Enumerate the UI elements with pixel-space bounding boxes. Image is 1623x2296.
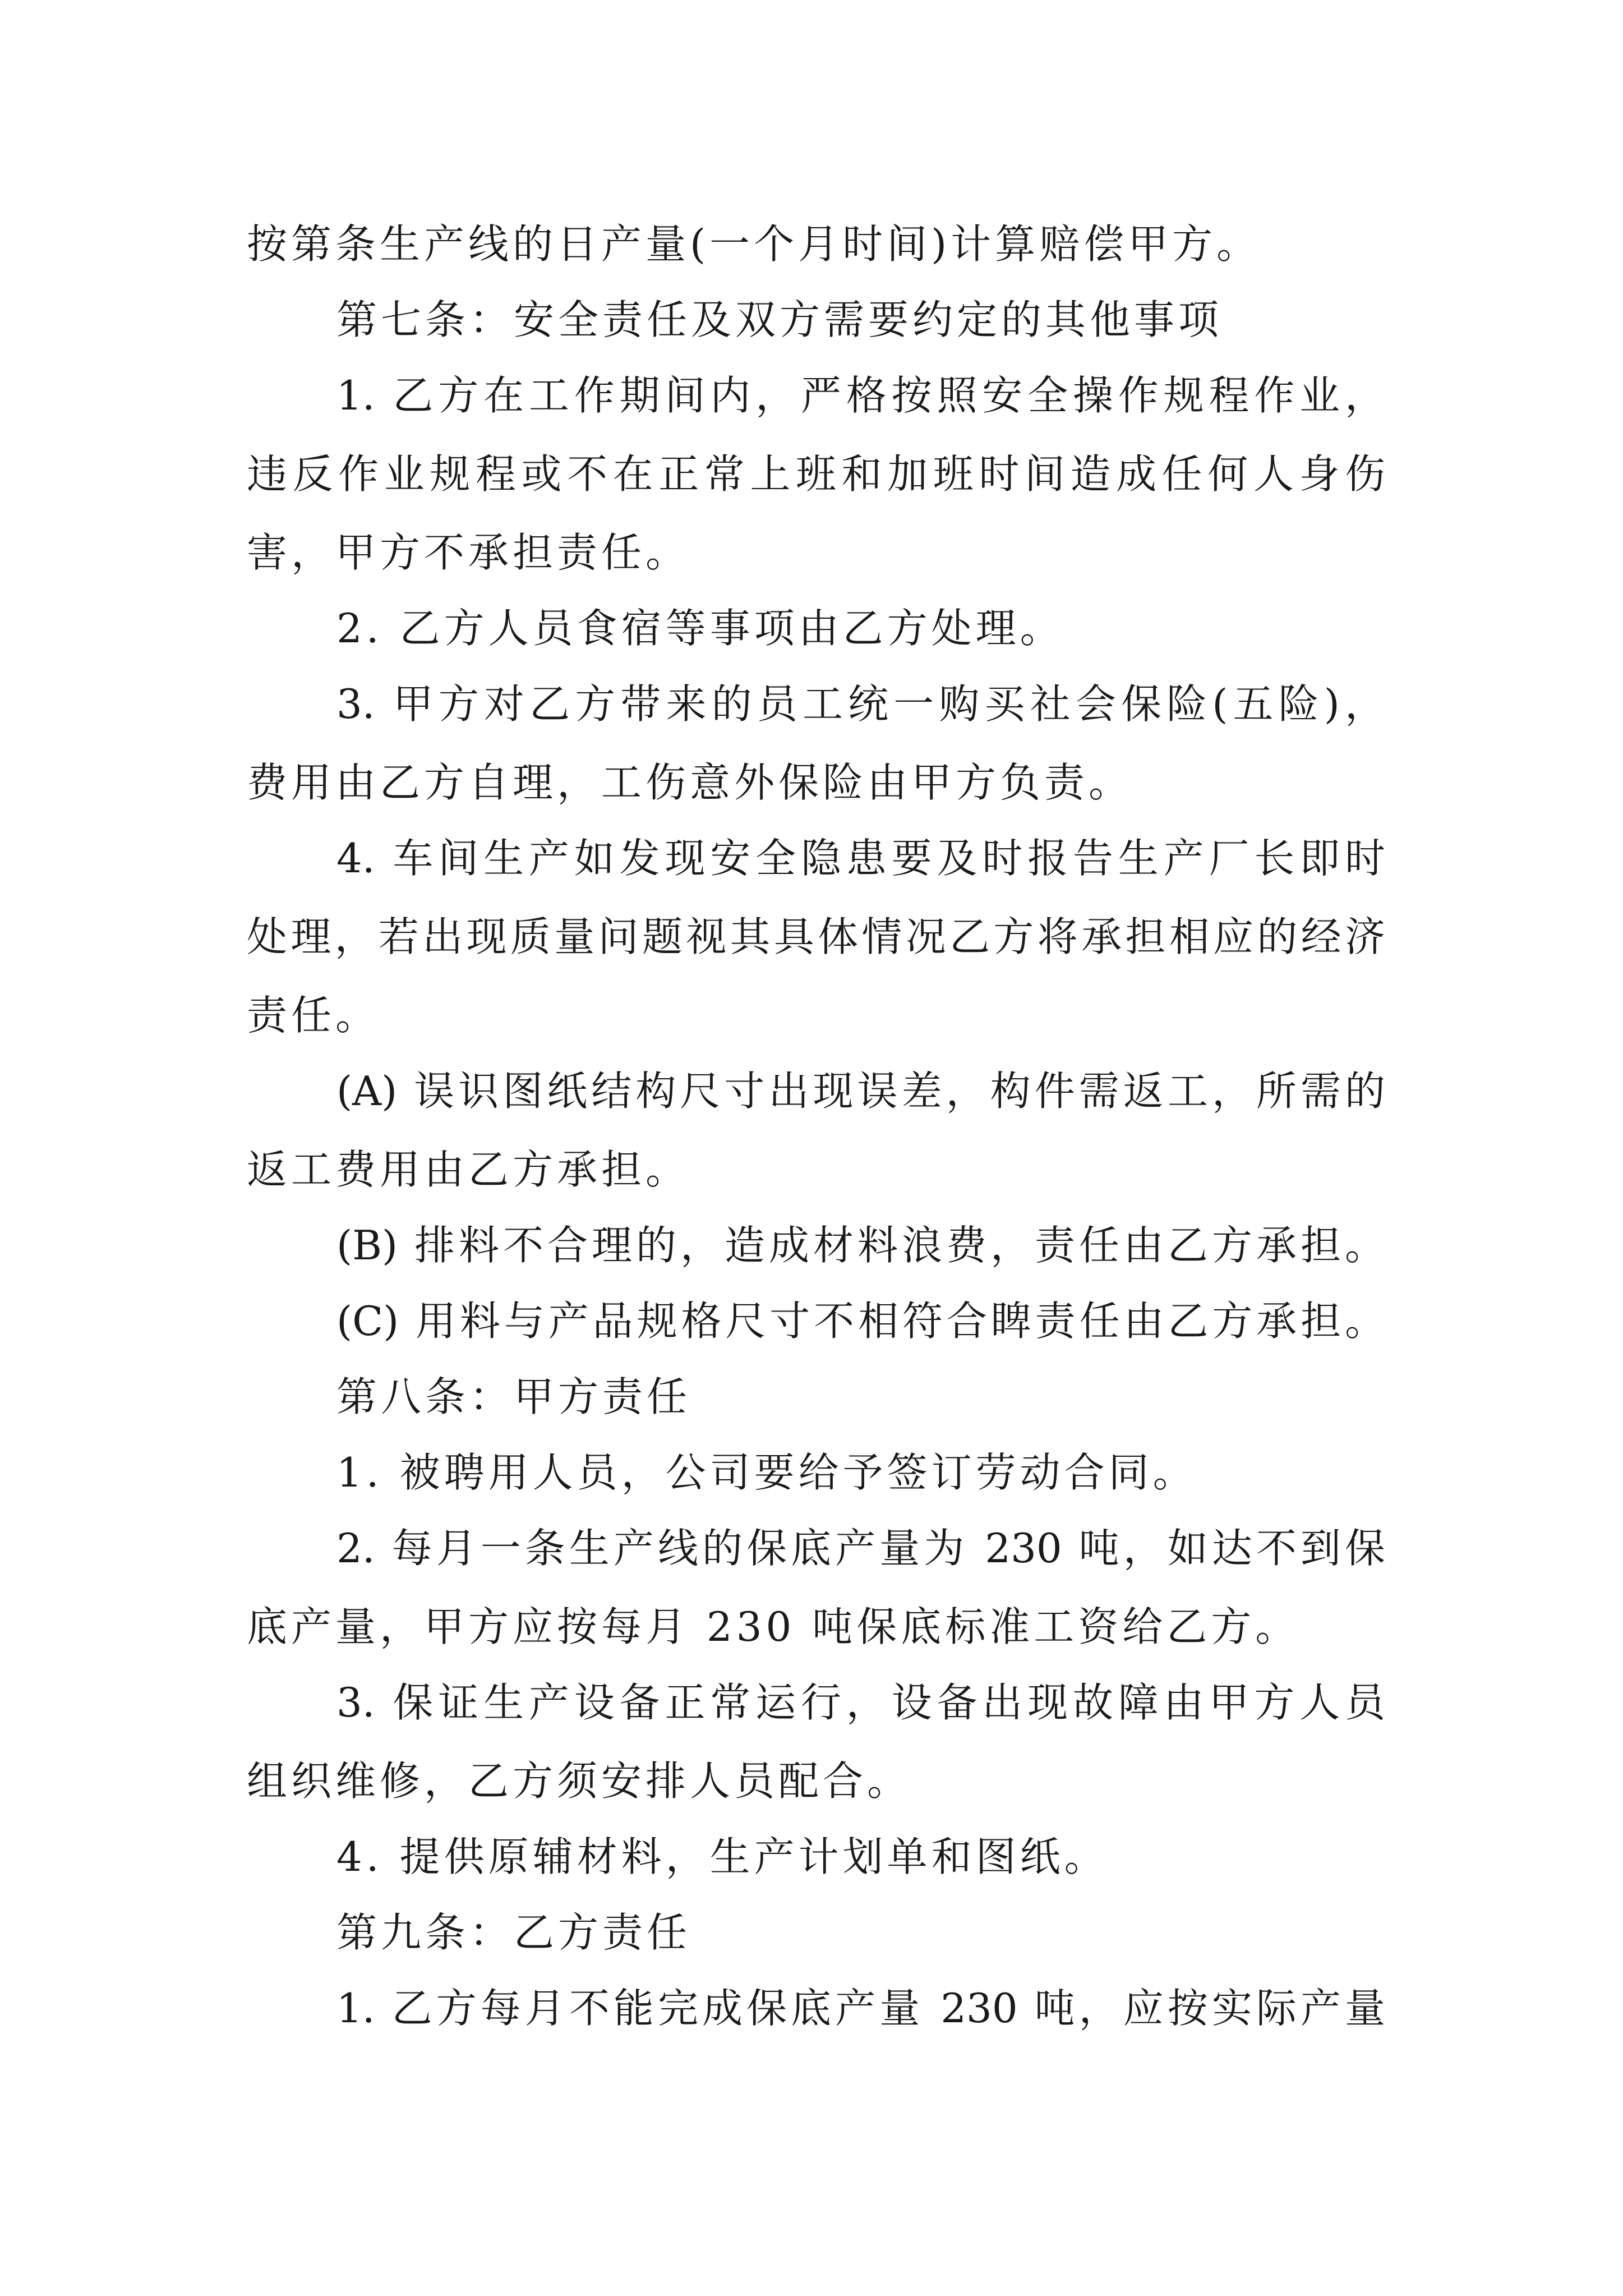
paragraph-line: 4. 车间生产如发现安全隐患要及时报告生产厂长即时 [336,835,1385,882]
paragraph-line: 3. 甲方对乙方带来的员工统一购买社会保险(五险)， [336,680,1385,728]
section-heading: 第七条：安全责任及双方需要约定的其他事项 [336,296,1223,343]
paragraph-line: 底产量，甲方应按每月 230 吨保底标准工资给乙方。 [247,1603,1300,1650]
paragraph-line: 害，甲方不承担责任。 [247,529,690,576]
paragraph-line: (A) 误识图纸结构尺寸出现误差，构件需返工，所需的 [336,1068,1385,1115]
paragraph-line: 责任。 [247,992,380,1039]
section-heading: 第八条：甲方责任 [336,1373,691,1420]
paragraph-line: 1. 被聘用人员，公司要给予签订劳动合同。 [336,1449,1197,1496]
paragraph-line: 按第条生产线的日产量(一个月时间)计算赔偿甲方。 [247,220,1261,268]
paragraph-line: (C) 用料与产品规格尺寸不相符合睥责任由乙方承担。 [336,1297,1385,1345]
paragraph-line: 3. 保证生产设备正常运行，设备出现故障由甲方人员 [336,1679,1385,1726]
paragraph-line: 1. 乙方在工作期间内，严格按照安全操作规程作业， [336,372,1385,419]
paragraph-line: 返工费用由乙方承担。 [247,1146,690,1193]
paragraph-line: 1. 乙方每月不能完成保底产量 230 吨，应按实际产量 [336,1985,1385,2032]
paragraph-line: 组织维修，乙方须安排人员配合。 [247,1757,912,1805]
paragraph-line: (B) 排料不合理的，造成材料浪费，责任由乙方承担。 [336,1222,1385,1269]
paragraph-line: 2. 每月一条生产线的保底产量为 230 吨，如达不到保 [336,1525,1385,1572]
paragraph-line: 违反作业规程或不在正常上班和加班时间造成任何人身伤 [247,450,1385,498]
paragraph-line: 4. 提供原辅材料，生产计划单和图纸。 [336,1833,1109,1880]
paragraph-line: 费用由乙方自理，工伤意外保险由甲方负责。 [247,759,1133,806]
paragraph-line: 处理，若出现质量问题视其具体情况乙方将承担相应的经济 [247,913,1385,960]
section-heading: 第九条：乙方责任 [336,1909,691,1956]
paragraph-line: 2. 乙方人员食宿等事项由乙方处理。 [336,605,1064,652]
